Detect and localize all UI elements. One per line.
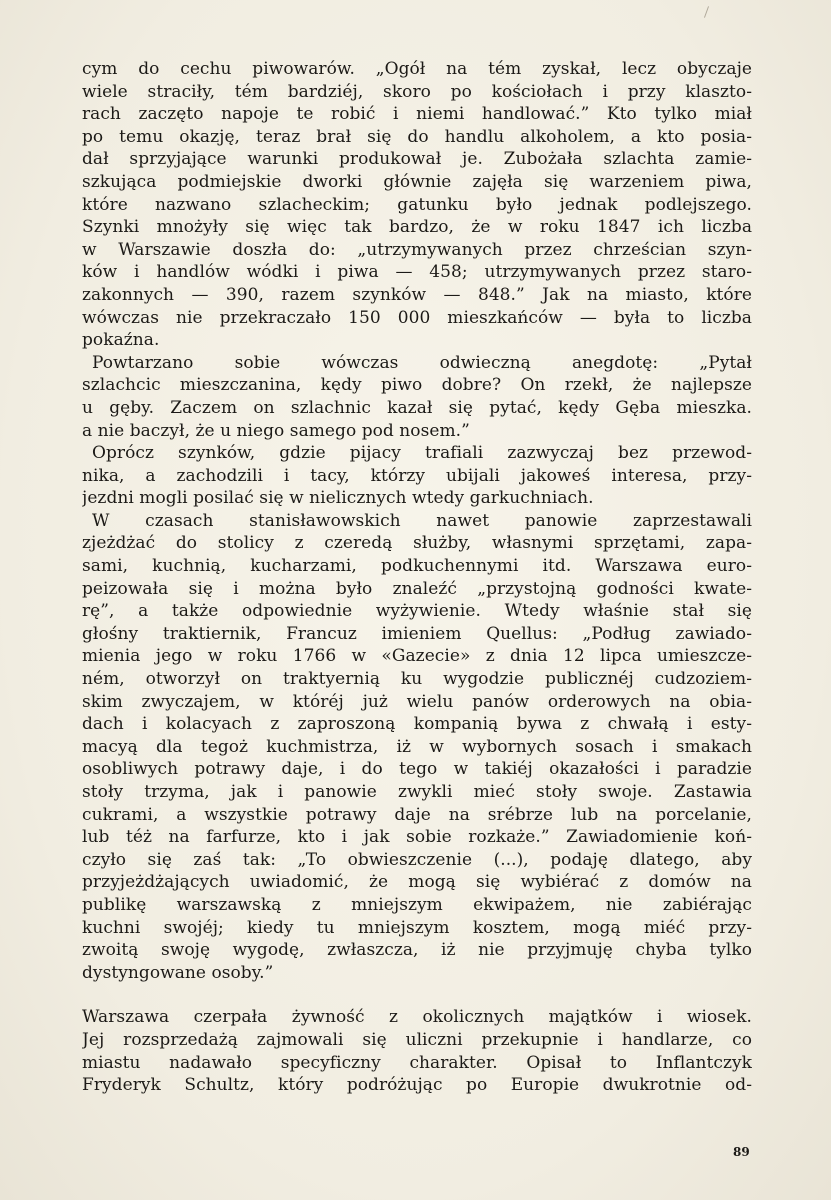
text-line: kuchni swojéj; kiedy tu mniejszym kosztem, mogą miéć przy- — [82, 917, 752, 938]
text-line: osobliwych potrawy daje, i do tego w takiéj okazałości i paradzie — [82, 759, 752, 780]
paragraph — [82, 352, 752, 442]
text-line: Powtarzano sobie wówczas odwieczną anegdotę: „Pytał — [92, 352, 752, 373]
text-line: rach zaczęto napoje te robić i niemi handlować.” Kto tylko miał — [82, 104, 752, 125]
text-line: stoły trzyma, jak i panowie zwykli mieć stoły swoje. Zastawia — [82, 782, 752, 802]
text-line: szkująca podmiejskie dworki głównie zajęła się warzeniem piwa, — [82, 171, 752, 192]
text-line: Szynki mnożyły się więc tak bardzo, że w roku 1847 ich liczba — [82, 217, 752, 238]
text-line: szlachcic mieszczanina, kędy piwo dobre? On rzekł, że najlepsze — [82, 375, 752, 396]
text-line: cym do cechu piwowarów. „Ogół na tém zyskał, lecz obyczaje — [82, 59, 752, 79]
text-line: Warszawa czerpała żywność z okolicznych majątków i wiosek. — [82, 1007, 752, 1028]
text-line: cukrami, a wszystkie potrawy daje na srébrze lub na porcelanie, — [82, 804, 752, 825]
paragraph — [82, 442, 752, 510]
text-line: mienia jego w roku 1766 w «Gazecie» z dnia 12 lipca umieszcze- — [82, 646, 752, 667]
text-line: Oprócz szynków, gdzie pijacy trafiali zazwyczaj bez przewod- — [92, 443, 752, 464]
text-line: zakonnych — 390, razem szynków — 848.” Jak na miasto, które — [82, 284, 752, 305]
text-line: peizowała się i można było znaleźć „przystojną godności kwate- — [82, 578, 752, 599]
text-line: przyjeżdżających uwiadomić, że mogą się wybiérać z domów na — [82, 872, 752, 893]
text-line: publikę warszawską z mniejszym ekwipażem, nie zabiérając — [82, 894, 752, 915]
page-number: 89 — [733, 1145, 750, 1159]
text-line: jezdni mogli posilać się w nielicznych wtedy garkuchniach. — [82, 488, 594, 509]
text-line: dystyngowane osoby.” — [82, 962, 274, 983]
text-line: dach i kolacyach z zaproszoną kompanią bywa z chwałą i esty- — [82, 714, 752, 735]
section-gap — [82, 984, 752, 1006]
text-line: pokaźna. — [82, 330, 160, 351]
text-line: nika, a zachodzili i tacy, którzy ubijali jakoweś interesa, przy- — [82, 465, 752, 486]
text-line: które nazwano szlacheckim; gatunku było jednak podlejszego. — [82, 194, 752, 215]
text-line: zjeżdżać do stolicy z czeredą służby, własnymi sprzętami, zapa- — [82, 533, 752, 554]
paragraph — [82, 58, 752, 352]
text-line: zwoitą swoję wygodę, zwłaszcza, iż nie przyjmuję chyba tylko — [82, 940, 752, 961]
text-line: ków i handlów wódki i piwa — 458; utrzymywanych przez staro- — [82, 262, 752, 283]
text-line: miastu nadawało specyficzny charakter. Opisał to Inflantczyk — [82, 1052, 752, 1073]
text-line: skim zwyczajem, w któréj już wielu panów orderowych na obia- — [82, 691, 752, 712]
stray-ink-mark — [704, 6, 709, 18]
text-line: sami, kuchnią, kucharzami, podkuchennymi itd. Warszawa euro- — [82, 556, 752, 577]
text-line: u gęby. Zaczem on szlachnic kazał się pytać, kędy Gęba mieszka. — [82, 397, 752, 418]
text-line: dał sprzyjające warunki produkował je. Zubożała szlachta zamie- — [82, 149, 752, 170]
paragraph — [82, 510, 752, 984]
text-line: rę”, a także odpowiednie wyżywienie. Wtedy właśnie stał się — [82, 601, 752, 622]
text-line: wiele straciły, tém bardziéj, skoro po kościołach i przy klaszto- — [82, 81, 752, 102]
text-line: ném, otworzył on traktyernią ku wygodzie publicznéj cudzoziem- — [82, 669, 752, 690]
text-line: W czasach stanisławowskich nawet panowie zaprzestawali — [92, 510, 752, 531]
text-line: Jej rozsprzedażą zajmowali się uliczni przekupnie i handlarze, co — [82, 1029, 752, 1050]
text-line: lub téż na farfurze, kto i jak sobie rozkaże.” Zawiadomienie koń- — [82, 827, 752, 848]
text-line: macyą dla tegoż kuchmistrza, iż w wybornych sosach i smakach — [82, 736, 752, 757]
text-line: Fryderyk Schultz, który podróżując po Europie dwukrotnie od- — [82, 1075, 752, 1096]
text-line: a nie baczył, że u niego samego pod nosem.” — [82, 420, 470, 441]
paragraph — [82, 1006, 752, 1096]
body-text — [82, 58, 752, 1097]
text-line: po temu okazję, teraz brał się do handlu alkoholem, a kto posia- — [82, 126, 752, 147]
text-line: w Warszawie doszła do: „utrzymywanych przez chrześcian szyn- — [82, 239, 752, 260]
text-line: czyło się zaś tak: „To obwieszczenie (...), podaję dlatego, aby — [82, 849, 752, 870]
text-line: wówczas nie przekraczało 150 000 mieszkańców — była to liczba — [82, 307, 752, 328]
text-line: głośny traktiernik, Francuz imieniem Quellus: „Podług zawiado- — [82, 623, 752, 644]
